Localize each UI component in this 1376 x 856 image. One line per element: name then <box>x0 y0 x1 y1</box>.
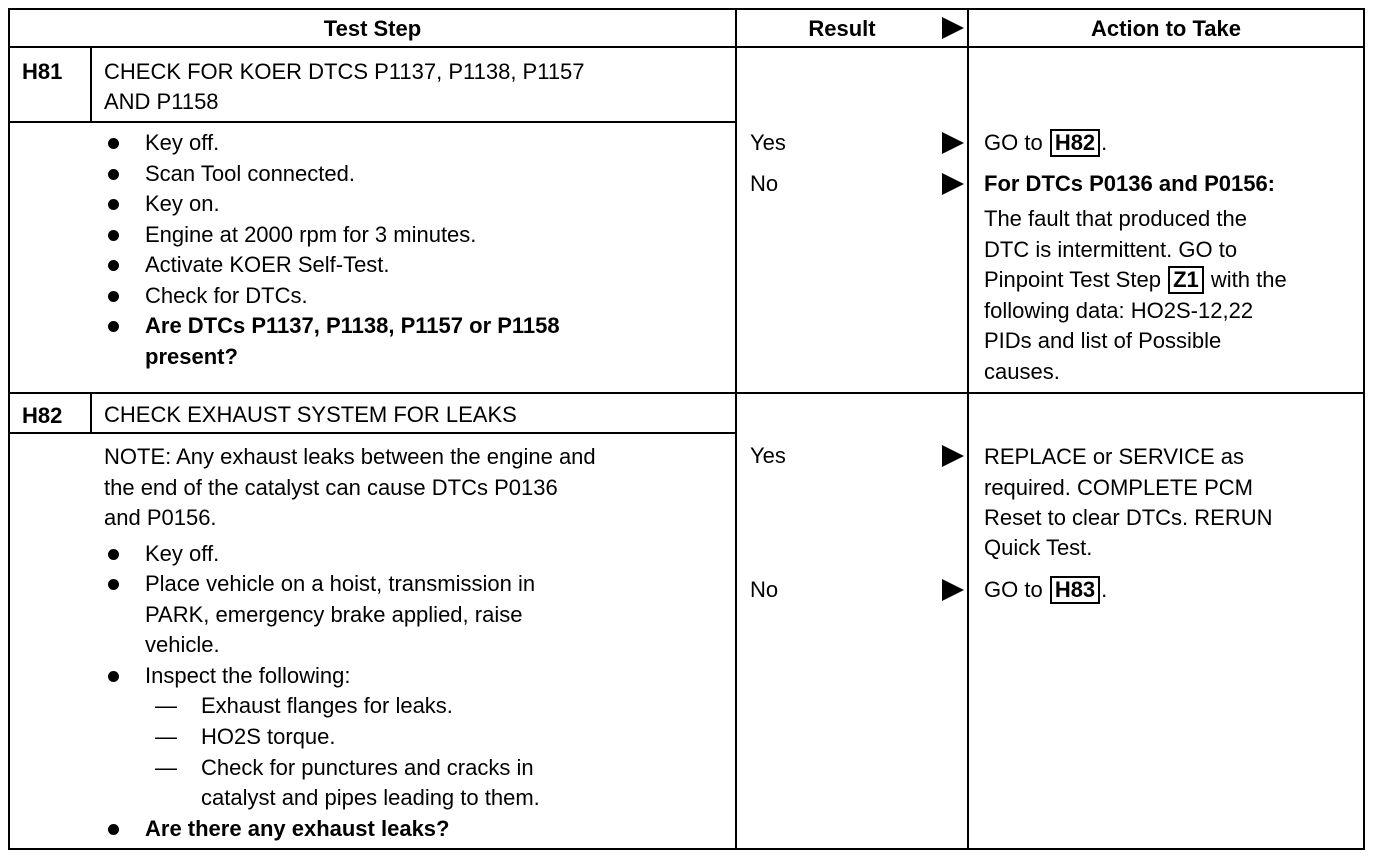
h82-bullet-2-line2: PARK, emergency brake applied, raise <box>145 602 523 627</box>
h81-result-no: No <box>750 171 779 196</box>
h81-result-yes: Yes <box>750 130 786 155</box>
h81-action-no-line3-prefix: Pinpoint Test Step <box>984 267 1161 292</box>
step-ref-h82: H82 <box>1050 129 1100 157</box>
h82-bullet-1: Key off. <box>145 541 220 566</box>
header-divider <box>8 46 1365 48</box>
h81-title-underline <box>8 121 737 123</box>
bullet-icon <box>108 579 119 590</box>
h81-action-yes <box>984 128 1107 159</box>
h81-action-no-line1: The fault that produced the <box>984 206 1247 231</box>
h82-note-line3: and P0156. <box>104 505 217 530</box>
h82-action-yes-line1: REPLACE or SERVICE as <box>984 444 1245 469</box>
step-id-divider-h81 <box>90 46 92 122</box>
bullet-icon <box>108 199 119 210</box>
h81-title-line2: AND P1158 <box>104 89 219 114</box>
h82-bullet-2-line3: vehicle. <box>145 632 220 657</box>
table-border-top <box>8 8 1365 10</box>
h82-title: CHECK EXHAUST SYSTEM FOR LEAKS <box>104 402 517 427</box>
h82-sub-3-line2: catalyst and pipes leading to them. <box>201 785 540 810</box>
h81-bullet-4: Engine at 2000 rpm for 3 minutes. <box>145 222 477 247</box>
table-border-bottom <box>8 848 1365 850</box>
h82-bullet-3: Inspect the following: <box>145 663 351 688</box>
h82-title-underline <box>8 432 737 434</box>
step-id-h82: H82 <box>22 403 63 428</box>
column-divider-result <box>735 8 737 850</box>
step-ref-z1: Z1 <box>1168 266 1204 294</box>
h82-note-line1: NOTE: Any exhaust leaks between the engine and <box>104 444 596 469</box>
table-border-right <box>1363 8 1365 850</box>
h81-action-no-line4: following data: HO2S-12,22 <box>984 298 1254 323</box>
h82-action-no-suffix: . <box>1101 577 1108 602</box>
header-test-step: Test Step <box>323 16 422 41</box>
h82-sub-2: HO2S torque. <box>201 724 336 749</box>
h81-action-no-line5: PIDs and list of Possible <box>984 328 1222 353</box>
step-ref-h83: H83 <box>1050 576 1100 604</box>
h81-action-yes-prefix: GO to <box>984 130 1043 155</box>
h82-sub-1: Exhaust flanges for leaks. <box>201 693 453 718</box>
bullet-icon <box>108 549 119 560</box>
header-result: Result <box>808 16 876 41</box>
h81-bullet-2: Scan Tool connected. <box>145 161 355 186</box>
h81-action-no-heading: For DTCs P0136 and P0156: <box>984 171 1276 196</box>
bullet-icon <box>108 671 119 682</box>
header-arrow-icon <box>942 17 964 39</box>
dash-mark: — <box>155 693 177 718</box>
h81-bullet-1: Key off. <box>145 130 220 155</box>
bullet-icon <box>108 230 119 241</box>
h81-action-no-line3-suffix: with the <box>1210 267 1287 292</box>
dash-mark: — <box>155 724 177 749</box>
h82-note-line2: the end of the catalyst can cause DTCs P0136 <box>104 475 558 500</box>
h82-action-no <box>984 575 1107 606</box>
h81-action-yes-suffix: . <box>1101 130 1108 155</box>
h81-question-line2: present? <box>145 344 238 369</box>
h82-action-yes-line4: Quick Test. <box>984 535 1093 560</box>
h81-action-no-line6: causes. <box>984 359 1060 384</box>
h81-question-line1: Are DTCs P1137, P1138, P1157 or P1158 <box>145 313 560 338</box>
h82-question: Are there any exhaust leaks? <box>145 816 450 841</box>
h81-bullet-6: Check for DTCs. <box>145 283 308 308</box>
h82-result-no: No <box>750 577 779 602</box>
h82-action-yes-line2: required. COMPLETE PCM <box>984 475 1253 500</box>
h81-action-no-line2: DTC is intermittent. GO to <box>984 237 1238 262</box>
h81-bullet-5: Activate KOER Self-Test. <box>145 252 390 277</box>
h82-action-yes-line3: Reset to clear DTCs. RERUN <box>984 505 1273 530</box>
table-border-left <box>8 8 10 850</box>
bullet-icon <box>108 169 119 180</box>
bullet-icon <box>108 321 119 332</box>
result-arrow-icon <box>942 579 964 601</box>
bullet-icon <box>108 260 119 271</box>
result-arrow-icon <box>942 445 964 467</box>
result-arrow-icon <box>942 173 964 195</box>
h82-sub-3-line1: Check for punctures and cracks in <box>201 755 534 780</box>
h81-title-line1: CHECK FOR KOER DTCS P1137, P1138, P1157 <box>104 59 585 84</box>
h82-action-no-prefix: GO to <box>984 577 1043 602</box>
step-id-h81: H81 <box>22 59 63 84</box>
h81-action-no-line3 <box>984 265 1287 296</box>
bullet-icon <box>108 291 119 302</box>
bullet-icon <box>108 138 119 149</box>
bullet-icon <box>108 824 119 835</box>
h82-result-yes: Yes <box>750 443 786 468</box>
dash-mark: — <box>155 755 177 780</box>
result-arrow-icon <box>942 132 964 154</box>
row-divider-h81-h82 <box>8 392 1365 394</box>
column-divider-action <box>967 8 969 850</box>
step-id-divider-h82 <box>90 392 92 433</box>
header-action: Action to Take <box>1091 16 1241 41</box>
h82-bullet-2-line1: Place vehicle on a hoist, transmission in <box>145 571 536 596</box>
h81-bullet-3: Key on. <box>145 191 220 216</box>
